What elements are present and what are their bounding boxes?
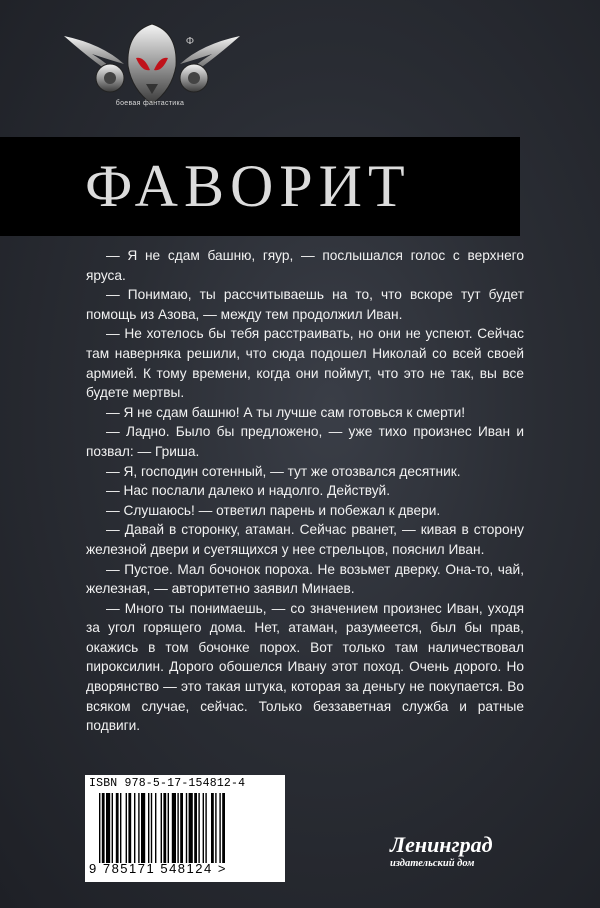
barcode-bar — [161, 793, 162, 863]
barcode-bar — [222, 793, 225, 863]
barcode-bar — [203, 793, 204, 863]
blurb-paragraph: — Пустое. Мал бочонок пороха. Не возьмет дверку. Она-то, чай, железная, — авторитетно заявил Минаев. — [86, 561, 524, 597]
blurb-paragraph: — Я, господин сотенный, — тут же отозвался десятник. — [106, 463, 461, 479]
barcode — [99, 793, 269, 863]
svg-text:Ф: Ф — [186, 36, 194, 47]
barcode-bar — [128, 793, 131, 863]
barcode-bar — [112, 793, 113, 863]
barcode-digits: 9 785171 548124 > — [89, 861, 227, 876]
isbn-barcode-box — [85, 775, 285, 882]
barcode-bar — [138, 793, 139, 863]
barcode-bar — [141, 793, 145, 863]
barcode-bar — [186, 793, 187, 863]
barcode-bar — [102, 793, 105, 863]
publisher-logo — [382, 832, 522, 882]
barcode-bar — [116, 793, 119, 863]
barcode-bar — [120, 793, 121, 863]
blurb-text — [86, 246, 524, 736]
barcode-bar — [211, 793, 214, 863]
blurb-paragraph: — Давай в сторонку, атаман. Сейчас рванет, — кивая в сторону железной двери и суетящихся у нее стрельцов, пояснил Иван. — [86, 522, 524, 557]
book-title: ФАВОРИТ — [85, 153, 411, 219]
barcode-bar — [155, 793, 156, 863]
barcode-bar — [219, 793, 220, 863]
barcode-bar — [99, 793, 100, 863]
barcode-bar — [205, 793, 206, 863]
series-logo-emblem — [62, 14, 242, 124]
blurb-paragraph: — Слушаюсь! — ответил парень и побежал к двери. — [106, 502, 441, 518]
barcode-bar — [177, 793, 178, 863]
barcode-bar — [215, 793, 216, 863]
blurb-paragraph: — Я не сдам башню, гяур, — послышался голос с верхнего яруса. — [86, 248, 524, 283]
barcode-bar — [106, 793, 110, 863]
publisher-subtitle: издательский дом — [390, 858, 475, 869]
barcode-bar — [151, 793, 152, 863]
barcode-bar — [163, 793, 166, 863]
series-label: боевая фантастика — [115, 100, 185, 107]
blurb-paragraph: — Понимаю, ты рассчитываешь на то, что вскоре тут будет помощь из Азова, — между тем продолжил Иван. — [86, 287, 524, 322]
barcode-bar — [126, 793, 127, 863]
barcode-bar — [194, 793, 197, 863]
blurb-paragraph: — Ладно. Было бы предложено, — уже тихо произнес Иван и позвал: — Гриша. — [86, 424, 524, 459]
barcode-bar — [134, 793, 135, 863]
barcode-bar — [172, 793, 176, 863]
blurb-paragraph: — Много ты понимаешь, — со значением произнес Иван, уходя за угол горящего дома. Нет, атаман, разумеется, был бы прав, окажись в том бочонке порох. Вот только там наличествовал пироксилин. Дорого обошелся Ивану этот поход. Очень дорого. Но дворянство — это такая штука, которая за деньгу не покупается. Во всяком случае, сейчас. Только беззаветная служба и ратные подвиги. — [86, 600, 524, 734]
barcode-bar — [189, 793, 193, 863]
publisher-name: Ленинград — [390, 832, 493, 857]
blurb-paragraph: — Нас послали далеко и надолго. Действуй. — [106, 483, 391, 499]
blurb-paragraph: — Не хотелось бы тебя расстраивать, но они не успеют. Сейчас там наверняка решили, что сюда подошел Николай со всей своей армией. К тому времени, когда они поймут, что это не так, вы все будете мертвы. — [86, 326, 524, 401]
barcode-bar — [168, 793, 169, 863]
barcode-bar — [180, 793, 183, 863]
barcode-bar — [198, 793, 199, 863]
isbn-text: ISBN 978-5-17-154812-4 — [89, 777, 246, 790]
blurb-paragraph: — Я не сдам башню! А ты лучше сам готовься к смерти! — [106, 404, 466, 420]
barcode-bar — [148, 793, 149, 863]
